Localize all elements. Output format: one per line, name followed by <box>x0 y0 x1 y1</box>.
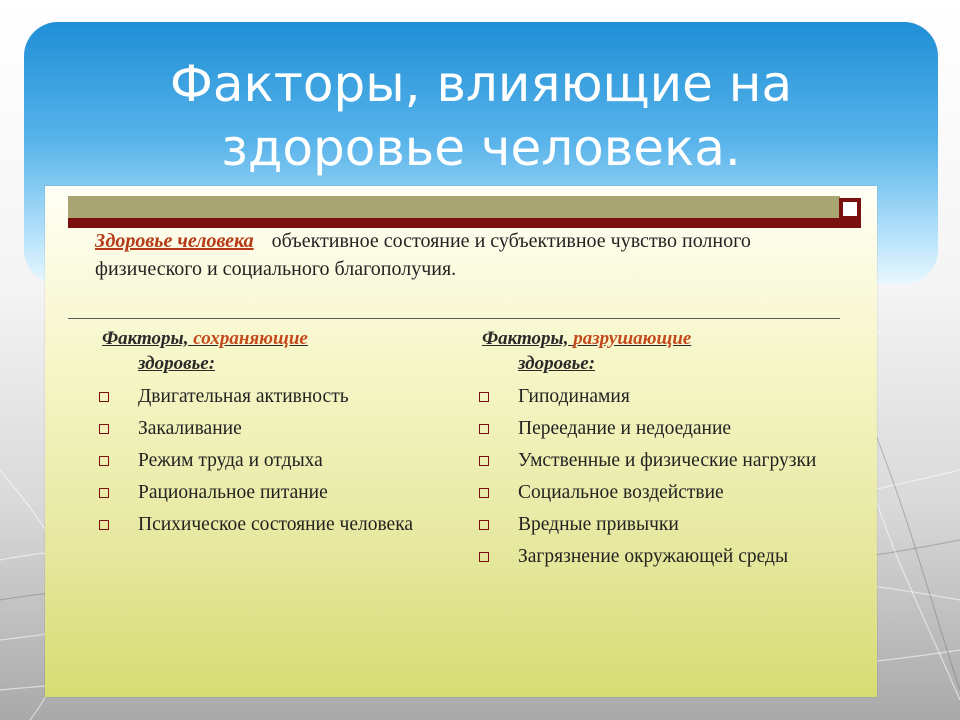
square-bullet-icon <box>479 552 489 562</box>
list-item: Загрязнение окружающей среды <box>478 544 828 570</box>
list-item: Переедание и недоедание <box>478 416 828 442</box>
left-column-heading <box>102 326 308 376</box>
list-item: Режим труда и отдыха <box>98 448 448 474</box>
list-item: Рациональное питание <box>98 480 448 506</box>
left-heading-line2: здоровье: <box>138 353 216 374</box>
definition-term: Здоровье человека <box>95 230 254 252</box>
square-bullet-icon <box>99 488 109 498</box>
square-bullet-icon <box>479 424 489 434</box>
square-bullet-icon <box>479 456 489 466</box>
right-factor-list <box>478 384 828 576</box>
header-bar <box>68 196 840 228</box>
corner-decoration-inner <box>842 201 858 217</box>
square-bullet-icon <box>99 392 109 402</box>
slide-title: Факторы, влияющие на здоровье человека. <box>169 55 793 177</box>
list-item: Умственные и физические нагрузки <box>478 448 828 474</box>
definition-text: объективное состояние и субъективное чувство полного физического и социального благополучия. <box>95 230 751 280</box>
right-heading-prefix: Факторы, <box>482 328 574 349</box>
square-bullet-icon <box>479 392 489 402</box>
right-heading-accent: разрушающие <box>573 328 692 349</box>
square-bullet-icon <box>479 488 489 498</box>
left-heading-accent: сохраняющие <box>193 328 308 349</box>
right-heading-line2: здоровье: <box>518 353 596 374</box>
divider <box>68 318 840 319</box>
list-item: Закаливание <box>98 416 448 442</box>
list-item: Гиподинамия <box>478 384 828 410</box>
list-item: Двигательная активность <box>98 384 448 410</box>
square-bullet-icon <box>479 520 489 530</box>
right-column-heading <box>482 326 691 376</box>
left-heading-prefix: Факторы, <box>102 328 194 349</box>
square-bullet-icon <box>99 424 109 434</box>
list-item: Психическое состояние человека <box>98 512 448 538</box>
list-item: Социальное воздействие <box>478 480 828 506</box>
square-bullet-icon <box>99 520 109 530</box>
list-item: Вредные привычки <box>478 512 828 538</box>
square-bullet-icon <box>99 456 109 466</box>
left-factor-list <box>98 384 448 544</box>
definition-paragraph <box>95 227 835 283</box>
